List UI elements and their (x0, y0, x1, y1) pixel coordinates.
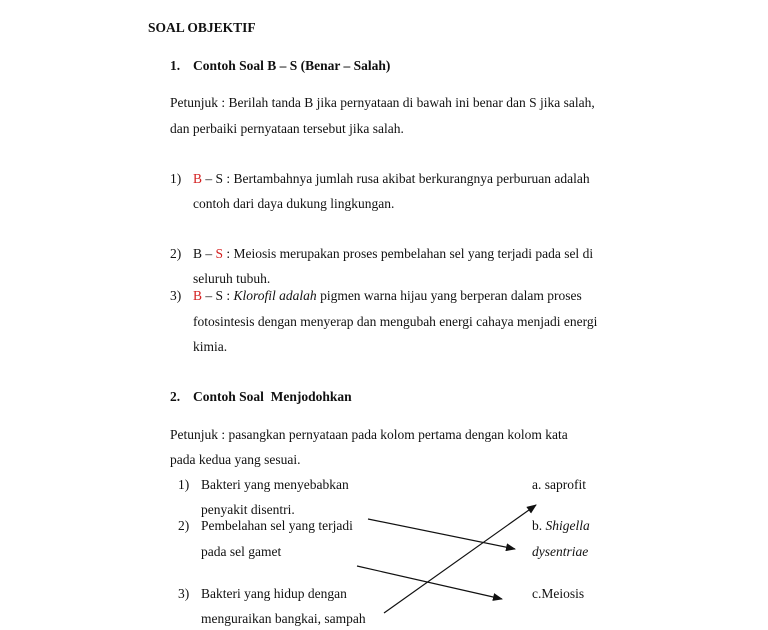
species-name: Shigella (545, 518, 590, 533)
tf-item-2-number: 2) (170, 246, 182, 261)
match-left-2-number: 2) (178, 518, 190, 533)
arrow-left2-to-c (357, 566, 502, 599)
tf-item-1-line1: B – S : Bertambahnya jumlah rusa akibat berkurangnya perburuan adalah (193, 171, 590, 186)
section2-number: 2. (170, 389, 181, 404)
answer-b-marker: B (193, 246, 203, 261)
section1-number: 1. (170, 58, 181, 73)
section1-instruction-line1: Petunjuk : Berilah tanda B jika pernyataan di bawah ini benar dan S jika salah, (170, 95, 595, 110)
match-right-c: c.Meiosis (532, 586, 585, 601)
answer-s-marker: S (215, 288, 224, 303)
match-right-b-line1: b. Shigella (532, 518, 590, 533)
tf-item-2-line1: B – S : Meiosis merupakan proses pembelahan sel yang terjadi pada sel di (193, 246, 594, 261)
match-left-3-line2: menguraikan bangkai, sampah (201, 611, 366, 626)
section2-title: Contoh Soal Menjodohkan (193, 389, 352, 404)
tf-item-2-line2: seluruh tubuh. (193, 271, 271, 286)
tf-item-3-line1: B – S : Klorofil adalah pigmen warna hijau yang berperan dalam proses (193, 288, 582, 303)
arrow-left3-to-a (384, 505, 536, 613)
section1-instruction-line2: dan perbaiki pernyataan tersebut jika salah. (170, 121, 404, 136)
match-left-1-line2: penyakit disentri. (201, 502, 295, 517)
document-heading: SOAL OBJEKTIF (148, 20, 256, 35)
answer-b-marker: B (193, 171, 203, 186)
match-left-3-number: 3) (178, 586, 190, 601)
italic-term: Klorofil adalah (233, 288, 317, 303)
answer-b-marker: B (193, 288, 203, 303)
match-left-2-line2: pada sel gamet (201, 544, 282, 559)
match-right-b-line2: dysentriae (532, 544, 589, 559)
section2-instruction-line2: pada kedua yang sesuai. (170, 452, 301, 467)
match-left-1-number: 1) (178, 477, 190, 492)
section1-title: Contoh Soal B – S (Benar – Salah) (193, 58, 391, 73)
answer-s-marker: S (215, 246, 224, 261)
answer-s-marker: S (215, 171, 224, 186)
match-left-1-line1: Bakteri yang menyebabkan (201, 477, 349, 492)
tf-item-3-line2: fotosintesis dengan menyerap dan mengubah energi cahaya menjadi energi (193, 314, 598, 329)
match-right-a: a. saprofit (532, 477, 586, 492)
arrow-left1-to-b (368, 519, 515, 549)
section2-instruction-line1: Petunjuk : pasangkan pernyataan pada kolom pertama dengan kolom kata (170, 427, 568, 442)
tf-item-1-line2: contoh dari daya dukung lingkungan. (193, 196, 395, 211)
tf-item-3-line3: kimia. (193, 339, 228, 354)
match-left-3-line1: Bakteri yang hidup dengan (201, 586, 347, 601)
match-left-2-line1: Pembelahan sel yang terjadi (201, 518, 353, 533)
tf-item-1-number: 1) (170, 171, 182, 186)
tf-item-3-number: 3) (170, 288, 182, 303)
